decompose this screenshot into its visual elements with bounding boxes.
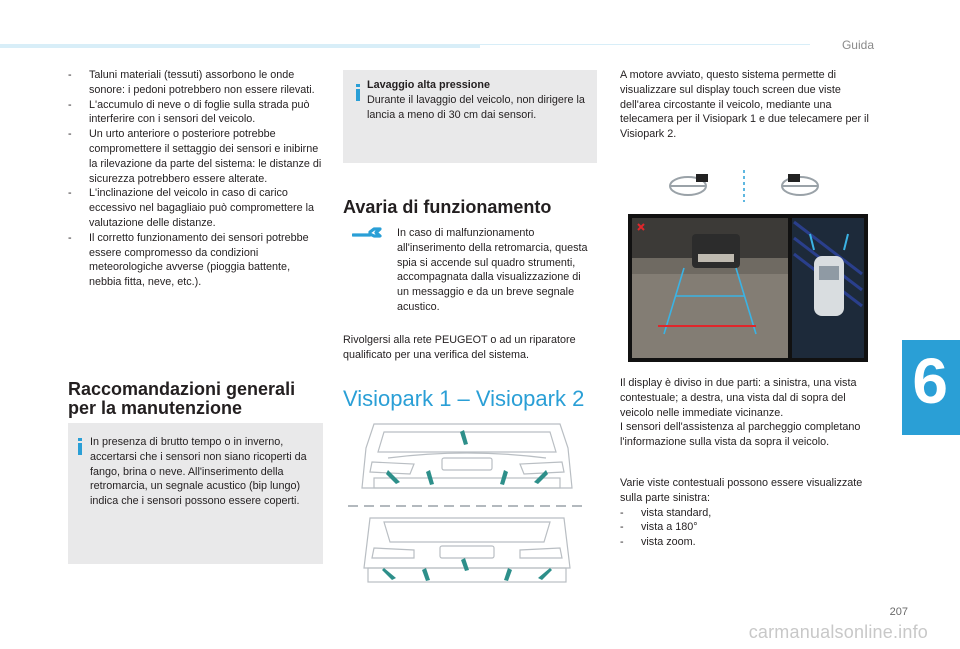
chapter-number: 6 [912, 345, 948, 417]
visiopark-display-image [628, 214, 868, 362]
list-item: - Il corretto funzionamento dei sensori potrebbe essere compromesso da condizioni meteorologiche avverse (pioggia battente, nebbia fitta, neve, etc.). [68, 231, 324, 290]
watermark: carmanualsonline.info [748, 622, 928, 642]
wrench-warning-icon [352, 226, 382, 240]
camera-position-icons [660, 168, 826, 204]
maintenance-info-box [68, 423, 323, 564]
list-item: - vista a 180° [620, 520, 876, 535]
malfunction-heading: Avaria di funzionamento [343, 197, 552, 217]
info-icon [356, 84, 360, 101]
high-pressure-info-box [343, 70, 597, 163]
list-item: - vista standard, [620, 506, 876, 521]
views-paragraph: Varie viste contestuali possono essere visualizzate sulla parte sinistra: - vista standard, - vista a 180° - vista zoom. [620, 476, 876, 550]
info-icon [78, 438, 82, 455]
list-item: - Taluni materiali (tessuti) assorbono le onde sonore: i pedoni potrebbero non essere rilevati. [68, 68, 324, 98]
intro-paragraph: A motore avviato, questo sistema permette di visualizzare sul display touch screen due viste dell'area circostante il veicolo, mediante una telecamera per il Visiopark 1 e due telecamere per il Visiopark 2. [620, 69, 869, 141]
visiopark-title: Visiopark 1 – Visiopark 2 [343, 386, 585, 411]
camera-icon [696, 174, 708, 182]
display-paragraph: Il display è diviso in due parti: a sinistra, una vista contestuale; a destra, una vista dal di sopra del veicolo nelle immediate vicinanze. I sensori dell'assistenza al parcheggio completano l'informazione sulla vista da sopra il veicolo. [620, 377, 861, 449]
sensor-location-diagram [344, 418, 590, 594]
section-label: Guida [841, 38, 874, 52]
header-rule [480, 44, 810, 45]
info-text: Durante il lavaggio del veicolo, non dirigere la lancia a meno di 30 cm dai sensori. [367, 93, 585, 121]
header-accent-bar [0, 44, 480, 48]
list-item: - vista zoom. [620, 535, 876, 550]
warning-text: In caso di malfunzionamento all'inserimento della retromarcia, questa spia si accende sul quadro strumenti, accompagnata dalla visualizzazione di un messaggio e da un breve segnale acustico. [397, 227, 588, 313]
page-number: 207 [889, 606, 908, 618]
maintenance-info-text: In presenza di brutto tempo o in inverno, accertarsi che i sensori non siano ricoperti da fango, brina o neve. All'inserimento della retromarcia, un segnale acustico (bip lungo) indica che i sensori possono essere coperti. [90, 436, 307, 508]
limitations-list [68, 68, 324, 290]
maintenance-heading: Raccomandazioni generali per la manutenzione [68, 379, 296, 418]
info-title: Lavaggio alta pressione [367, 79, 491, 91]
list-item: - Un urto anteriore o posteriore potrebbe compromettere il settaggio dei sensori e inibirne la rilevazione da parte del sistema: le distanze di sicurezza potrebbero essere alterate. [68, 127, 324, 186]
contact-paragraph: Rivolgersi alla rete PEUGEOT o ad un riparatore qualificato per una verifica del sistema. [343, 334, 576, 361]
list-item: - L'accumulo di neve o di foglie sulla strada può interferire con i sensori del veicolo. [68, 98, 324, 128]
list-item: - L'inclinazione del veicolo in caso di carico eccessivo nel bagagliaio può compromettere la valutazione delle distanze. [68, 186, 324, 230]
